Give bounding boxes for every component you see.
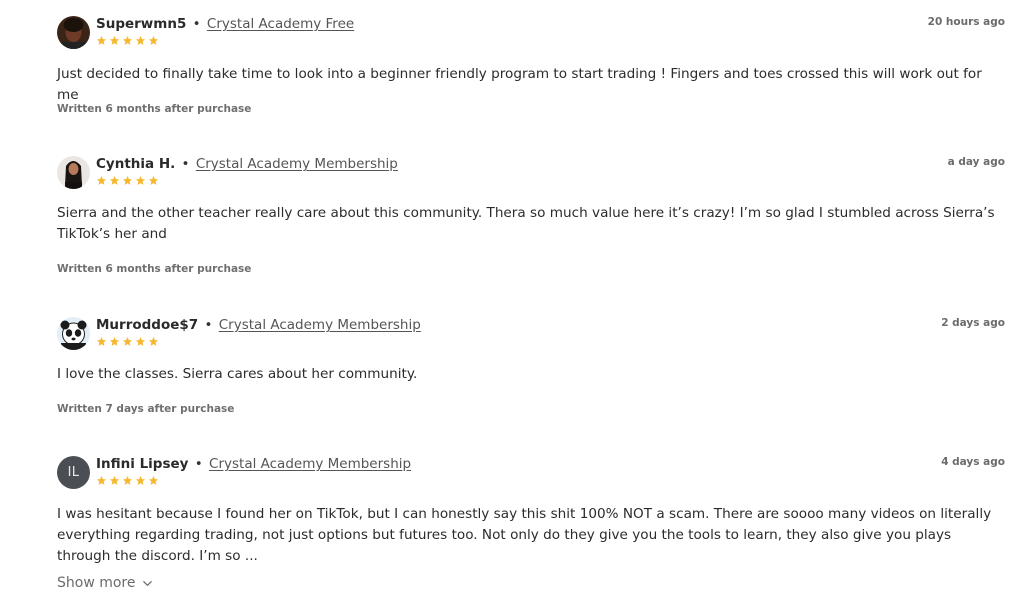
star-icon — [96, 35, 107, 46]
star-icon — [109, 35, 120, 46]
star-icon — [148, 475, 159, 486]
review-text: I love the classes. Sierra cares about her community. — [57, 366, 418, 382]
avatar[interactable] — [57, 16, 90, 49]
star-icon — [122, 175, 133, 186]
separator: • — [204, 317, 213, 333]
star-icon — [148, 35, 159, 46]
purchase-note: Written 7 days after purchase — [57, 403, 235, 415]
review-time: 20 hours ago — [927, 16, 1005, 28]
star-icon — [135, 35, 146, 46]
star-icon — [96, 336, 107, 347]
reviewer-name[interactable]: Superwmn5 — [96, 16, 187, 32]
reviewer-name[interactable]: Infini Lipsey — [96, 456, 189, 472]
star-icon — [96, 175, 107, 186]
separator: • — [194, 456, 203, 472]
product-link[interactable]: Crystal Academy Membership — [209, 456, 412, 472]
star-icon — [122, 35, 133, 46]
avatar[interactable] — [57, 156, 90, 189]
product-link[interactable]: Crystal Academy Membership — [195, 156, 398, 172]
star-icon — [109, 475, 120, 486]
separator: • — [192, 16, 201, 32]
show-more-button[interactable] — [57, 575, 153, 591]
star-icon — [122, 475, 133, 486]
product-link[interactable]: Crystal Academy Free — [206, 16, 355, 32]
review-header — [96, 16, 354, 32]
star-icon — [109, 175, 120, 186]
star-icon — [135, 175, 146, 186]
star-rating — [96, 475, 159, 486]
avatar[interactable] — [57, 317, 90, 350]
star-icon — [148, 336, 159, 347]
reviewer-name[interactable]: Murroddoe$7 — [96, 317, 199, 333]
chevron-down-icon — [142, 578, 153, 589]
star-rating — [96, 35, 159, 46]
purchase-note: Written 6 months after purchase — [57, 263, 252, 275]
purchase-note: Written 6 months after purchase — [57, 103, 252, 115]
star-icon — [135, 336, 146, 347]
review-text: Just decided to finally take time to look into a beginner friendly program to start trading ! Fingers and toes crossed this will work out for me — [57, 66, 982, 103]
star-rating — [96, 175, 159, 186]
star-rating — [96, 336, 159, 347]
star-icon — [96, 475, 107, 486]
star-icon — [135, 475, 146, 486]
review-time: 2 days ago — [941, 317, 1005, 329]
review-time: a day ago — [947, 156, 1005, 168]
star-icon — [148, 175, 159, 186]
star-icon — [109, 336, 120, 347]
avatar-initials: IL — [67, 465, 80, 480]
show-more-label: Show more — [57, 575, 136, 591]
review-text: Sierra and the other teacher really care about this community. Thera so much value here it’s crazy! I’m so glad I stumbled across Sierra’s TikTok’s her and — [57, 205, 995, 242]
review-time: 4 days ago — [941, 456, 1005, 468]
reviewer-name[interactable]: Cynthia H. — [96, 156, 176, 172]
review-text: I was hesitant because I found her on TikTok, but I can honestly say this shit 100% NOT a scam. There are soooo many videos on literally everything regarding trading, not just options but futures too. Not only do they give you the tools to learn, they also give you plays through the discord. I’m so ... — [57, 506, 992, 564]
avatar[interactable] — [57, 456, 90, 489]
separator: • — [181, 156, 190, 172]
review-header — [96, 156, 398, 172]
product-link[interactable]: Crystal Academy Membership — [218, 317, 421, 333]
review-header — [96, 317, 421, 333]
star-icon — [122, 336, 133, 347]
review-header — [96, 456, 411, 472]
